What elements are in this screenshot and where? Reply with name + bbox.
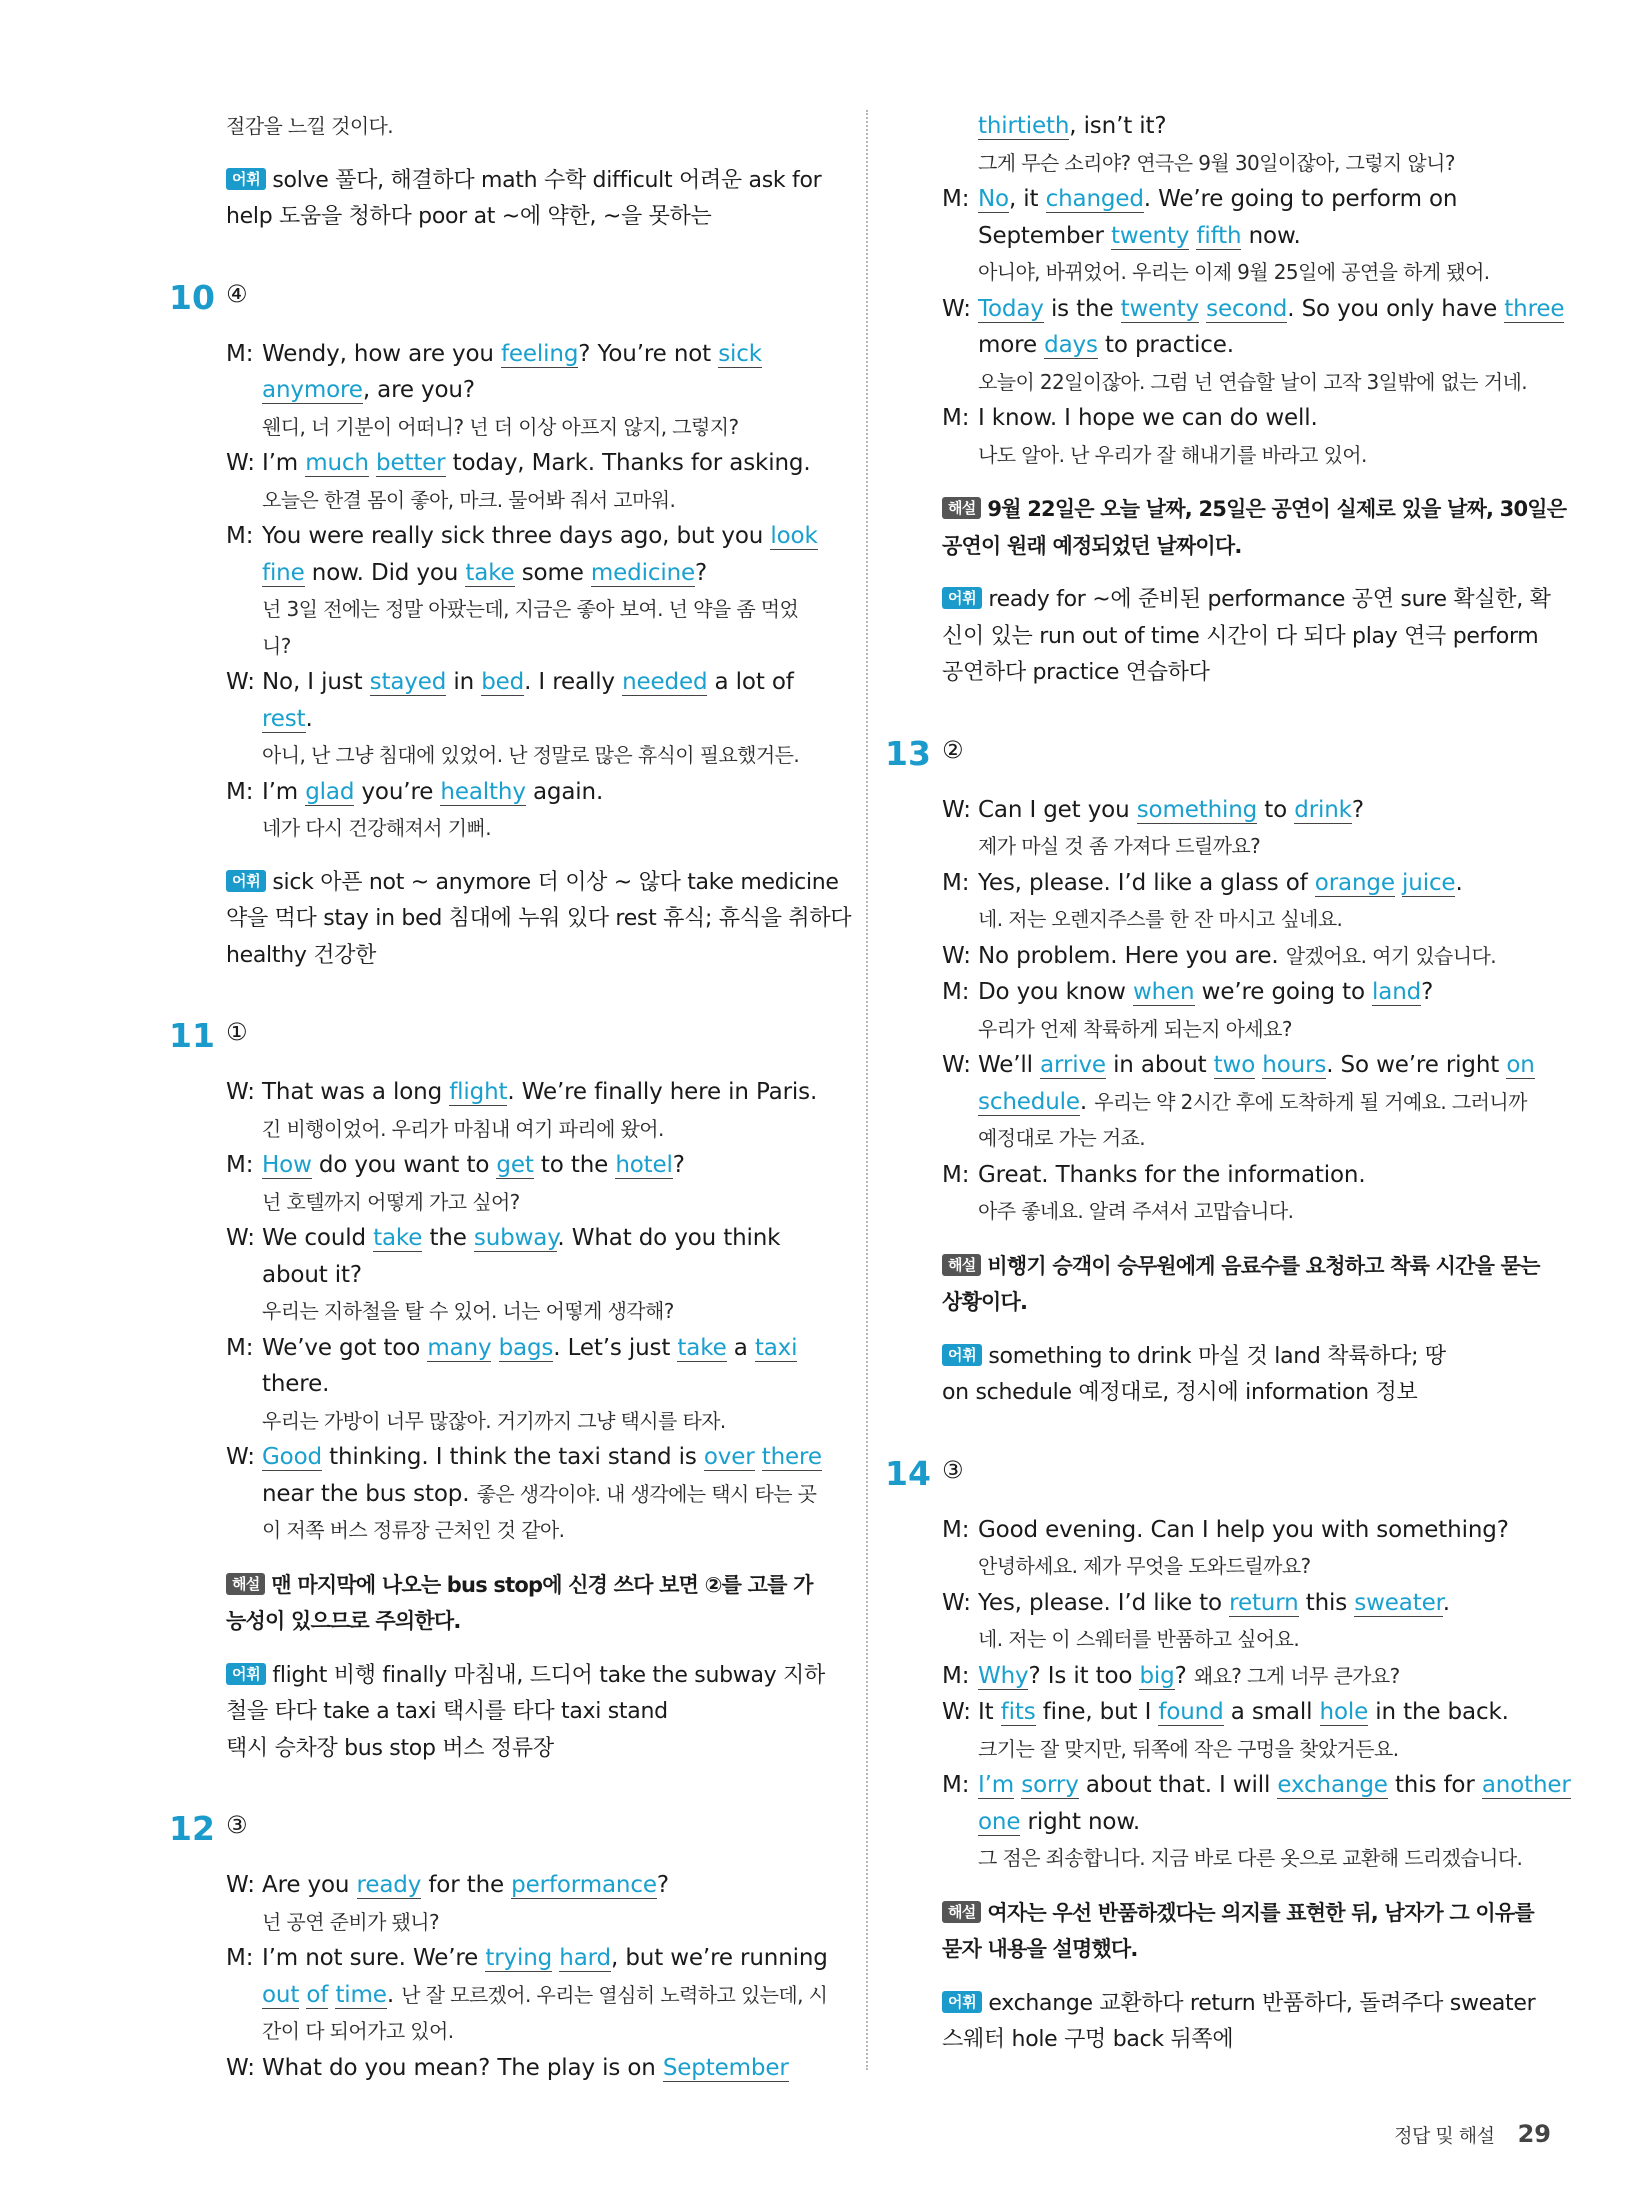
vocab-note-12: 어휘 ready for ~에 준비된 performance 공연 sure 확실한, 확 신이 있는 run out of time 시간이 다 되다 play 연극 perform 공연하다 practice 연습하다 xyxy=(942,587,1551,685)
dialogue-line: M: Do you know when we’re going to land? xyxy=(942,979,1434,1005)
vocab-tag: 어휘 xyxy=(942,1344,982,1366)
continued-translation: 절감을 느낄 것이다. xyxy=(226,114,394,138)
dialogue-line: M: You were really sick three days ago, but you look xyxy=(226,523,818,549)
dialogue-line: W: That was a long flight. We’re finally here in Paris. xyxy=(226,1079,818,1105)
dialogue-line: W: It fits fine, but I found a small hole in the back. xyxy=(942,1699,1509,1725)
vocab-note-11: 어휘 flight 비행 finally 마침내, 드디어 take the subway 지하 철을 타다 take a taxi 택시를 타다 taxi stand 택시 승차장 bus stop 버스 정류장 xyxy=(226,1662,825,1761)
dialogue-line: W: No, I just stayed in bed. I really needed a lot of xyxy=(226,669,794,695)
dialogue-11: W: That was a long flight. We’re finally here in Paris. 긴 비행이었어. 우리가 마침내 여기 파리에 왔어. M: How do you want to get to the hotel? 넌 호텔까지 어떻게 가고 싶어? W: We could take the subway. What do you think about it? 우리는 지하철을 탈 수 있어. 너는 어떻게 생각해? M: We’ve got too many bags. Let’s just take a taxi there. 우리는 가방이 너무 많잖아. 거기까지 그냥 택시를 타자. W: Good thinking. I think the taxi stand is over there near the bus stop. 좋은 생각이야. 내 생각에는 택시 타는 곳 이 저쪽 버스 정류장 근처인 것 같아. xyxy=(226,1074,838,1549)
translation: 네가 다시 건강해져서 기뻐. xyxy=(262,816,491,840)
dialogue-line: W: We could take the subway. What do you think xyxy=(226,1225,781,1251)
translation: 넌 공연 준비가 됐니? xyxy=(262,1909,440,1934)
dialogue-line: W: No problem. Here you are. 알겠어요. 여기 있습니다. xyxy=(942,942,1496,969)
dialogue-line: W: What do you mean? The play is on September xyxy=(226,2054,789,2081)
right-column xyxy=(885,108,1571,2059)
explanation-tag: 해설 xyxy=(226,1573,265,1595)
translation: 넌 3일 전에는 정말 아팠는데, 지금은 좋아 보여. 넌 약을 좀 먹었 xyxy=(262,597,799,621)
explanation-tag: 해설 xyxy=(942,1901,981,1923)
vocab-tag: 어휘 xyxy=(226,168,266,190)
dialogue-12-part1: W: Are you ready for the performance? 넌 공연 준비가 됐니? M: I’m not sure. We’re trying hard, but we’re running out of time. 난 잘 모르겠어. 우리는 열심히 노력하고 있는데, 시 간이 다 되어가고 있어. W: What do you mean? The play is on September xyxy=(226,1867,838,2086)
vocab-note-14: 어휘 exchange 교환하다 return 반품하다, 돌려주다 sweater 스웨터 hole 구멍 back 뒤쪽에 xyxy=(942,1990,1536,2052)
dialogue-line: M: Good evening. Can I help you with something? xyxy=(942,1516,1509,1543)
dialogue-line: M: I’m glad you’re healthy again. xyxy=(226,778,604,805)
question-number: 14 xyxy=(885,1453,931,1493)
explanation-note-11: 해설 맨 마지막에 나오는 bus stop에 신경 쓰다 보면 ②를 고를 가 능성이 있으므로 주의한다. xyxy=(226,1572,813,1633)
dialogue-line: W: Yes, please. I’d like to return this sweater. xyxy=(942,1589,1450,1616)
vocab-note-10: 어휘 sick 아픈 not ~ anymore 더 이상 ~ 않다 take medicine 약을 먹다 stay in bed 침대에 누워 있다 rest 휴식; 휴식을 취하다 healthy 건강한 xyxy=(226,869,852,968)
explanation-note-12: 해설 9월 22일은 오늘 날짜, 25일은 공연이 실제로 있을 날짜, 30일은 공연이 원래 예정되었던 날짜이다. xyxy=(942,497,1567,558)
explanation-note-14: 해설 여자는 우선 반품하겠다는 의지를 표현한 뒤, 남자가 그 이유를 묻자 내용을 설명했다. xyxy=(942,1900,1534,1961)
left-column xyxy=(169,108,852,2086)
translation: 제가 마실 것 좀 가져다 드릴까요? xyxy=(978,834,1261,858)
translation: 크기는 잘 맞지만, 뒤쪽에 작은 구멍을 찾았거든요. xyxy=(978,1736,1399,1761)
question-13-header xyxy=(885,733,1552,773)
dialogue-line: M: No, it changed. We’re going to perform on xyxy=(942,186,1458,212)
translation: 오늘이 22일이잖아. 그럼 넌 연습할 날이 고작 3일밖에 없는 거네. xyxy=(978,369,1527,394)
dialogue-line: M: Great. Thanks for the information. xyxy=(942,1161,1366,1188)
dialogue-10: M: Wendy, how are you feeling? You’re not sick anymore, are you? 웬디, 너 기분이 어떠니? 넌 더 이상 아프지 않지, 그렇지? W: I’m much better today, Mark. Thanks for asking. 오늘은 한결 몸이 좋아, 마크. 물어봐 줘서 고마워. M: You were really sick three days ago, but you look fine now. Did you take some medicine? 넌 3일 전에는 정말 아팠는데, 지금은 좋아 보여. 넌 약을 좀 먹었 니? W: No, I just stayed in bed. I really needed a lot of rest. 아니, 난 그냥 침대에 있었어. 난 정말로 많은 휴식이 필요했거든. M: I’m glad you’re healthy again. 네가 다시 건강해져서 기뻐. xyxy=(226,336,838,847)
translation: 오늘은 한결 몸이 좋아, 마크. 물어봐 줘서 고마워. xyxy=(262,487,676,512)
dialogue-13: W: Can I get you something to drink? 제가 마실 것 좀 가져다 드릴까요? M: Yes, please. I’d like a glass of orange juice. 네. 저는 오렌지주스를 한 잔 마시고 싶네요. W: No problem. Here you are. 알겠어요. 여기 있습니다. M: Do you know when we’re going to land? 우리가 언제 착륙하게 되는지 아세요? W: We’ll arrive in about two hours. So we’re right on schedule. 우리는 약 2시간 후에 도착하게 될 거예요. 그러니까 예정대로 가는 거죠. M: Great. Thanks for the information. 아주 좋네요. 알려 주셔서 고맙습니다. xyxy=(942,792,1552,1230)
vocab-note-13: 어휘 something to drink 마실 것 land 착륙하다; 땅 on schedule 예정대로, 정시에 information 정보 xyxy=(942,1343,1446,1405)
dialogue-14: M: Good evening. Can I help you with something? 안녕하세요. 제가 무엇을 도와드릴까요? W: Yes, please. I’d like to return this sweater. 네. 저는 이 스웨터를 반품하고 싶어요. M: Why? Is it too big? 왜요? 그게 너무 큰가요? W: It fits fine, but I found a small hole in the back. 크기는 잘 맞지만, 뒤쪽에 작은 구멍을 찾았거든요. M: I’m sorry about that. I will exchange this for another one right now. 그 점은 죄송합니다. 지금 바로 다른 옷으로 교환해 드리겠습니다. xyxy=(942,1512,1552,1877)
translation: 긴 비행이었어. 우리가 마침내 여기 파리에 왔어. xyxy=(262,1116,664,1141)
answer-choice: ② xyxy=(942,735,964,764)
translation: 우리는 지하철을 탈 수 있어. 너는 어떻게 생각해? xyxy=(262,1299,674,1323)
question-number: 11 xyxy=(169,1016,215,1055)
answer-choice: ③ xyxy=(226,1811,248,1839)
dialogue-line: W: Are you ready for the performance? xyxy=(226,1872,669,1898)
translation: 나도 알아. 난 우리가 잘 해내기를 바라고 있어. xyxy=(978,442,1367,467)
dialogue-line: M: Why? Is it too big? 왜요? 그게 너무 큰가요? xyxy=(942,1662,1400,1689)
question-number: 12 xyxy=(169,1809,215,1848)
dialogue-line: W: I’m much better today, Mark. Thanks for asking. xyxy=(226,450,811,476)
vocab-tag: 어휘 xyxy=(942,587,982,609)
page-number: 29 xyxy=(1517,2120,1551,2148)
translation: 우리는 가방이 너무 많잖아. 거기까지 그냥 택시를 타자. xyxy=(262,1408,726,1433)
answer-choice: ③ xyxy=(942,1455,964,1484)
translation: 그 점은 죄송합니다. 지금 바로 다른 옷으로 교환해 드리겠습니다. xyxy=(978,1846,1523,1870)
dialogue-line: M: We’ve got too many bags. Let’s just take a taxi xyxy=(226,1334,798,1361)
translation: 우리가 언제 착륙하게 되는지 아세요? xyxy=(978,1016,1292,1041)
translation: 안녕하세요. 제가 무엇을 도와드릴까요? xyxy=(978,1554,1311,1578)
question-10-header xyxy=(169,277,838,317)
dialogue-line: M: How do you want to get to the hotel? xyxy=(226,1152,685,1178)
explanation-tag: 해설 xyxy=(942,497,981,519)
translation: 네. 저는 오렌지주스를 한 잔 마시고 싶네요. xyxy=(978,907,1343,931)
question-number: 13 xyxy=(885,733,931,773)
dialogue-line: M: I’m not sure. We’re trying hard, but we’re running xyxy=(226,1945,828,1971)
dialogue-line: M: I’m sorry about that. I will exchange this for another xyxy=(942,1772,1571,1798)
vocab-tag: 어휘 xyxy=(226,870,266,892)
dialogue-line: M: I know. I hope we can do well. xyxy=(942,405,1318,431)
dialogue-line: W: Today is the twenty second. So you only have three xyxy=(942,295,1565,322)
vocab-tag: 어휘 xyxy=(226,1663,266,1685)
dialogue-line: M: Yes, please. I’d like a glass of orange juice. xyxy=(942,869,1463,896)
footer-label: 정답 및 해설 xyxy=(1394,2125,1495,2147)
translation: 웬디, 너 기분이 어떠니? 넌 더 이상 아프지 않지, 그렇지? xyxy=(262,414,739,439)
translation: 아니, 난 그냥 침대에 있었어. 난 정말로 많은 휴식이 필요했거든. xyxy=(262,743,800,767)
explanation-tag: 해설 xyxy=(942,1254,981,1276)
dialogue-line: W: Good thinking. I think the taxi stand is over there xyxy=(226,1444,822,1470)
translation: 네. 저는 이 스웨터를 반품하고 싶어요. xyxy=(978,1627,1300,1651)
dialogue-12-part2: thirtieth, isn’t it? 그게 무슨 소리야? 연극은 9월 30일이잖아, 그렇지 않니? M: No, it changed. We’re going to perform on September twenty fifth now. 아니야, 바뀌었어. 우리는 이제 9월 25일에 공연을 하게 됐어. W: Today is the twenty second. So you only have three more days to practice. 오늘이 22일이잖아. 그럼 넌 연습할 날이 고작 3일밖에 없는 거네. M: I know. I hope we can do well. 나도 알아. 난 우리가 잘 해내기를 바라고 있어. xyxy=(942,108,1552,473)
question-14-header xyxy=(885,1453,1552,1493)
column-divider xyxy=(866,110,868,2070)
dialogue-line: W: We’ll arrive in about two hours. So we’re right on xyxy=(942,1052,1535,1078)
vocab-note-9: 어휘 solve 풀다, 해결하다 math 수학 difficult 어려운 ask for help 도움을 청하다 poor at ~에 약한, ~을 못하는 xyxy=(226,167,822,229)
dialogue-line: M: Wendy, how are you feeling? You’re not sick xyxy=(226,340,762,367)
explanation-note-13: 해설 비행기 승객이 승무원에게 음료수를 요청하고 착륙 시간을 묻는 상황이다. xyxy=(942,1253,1540,1314)
vocab-tag: 어휘 xyxy=(942,1991,982,2013)
translation: 넌 호텔까지 어떻게 가고 싶어? xyxy=(262,1189,520,1214)
page-footer xyxy=(1394,2120,1551,2148)
question-11-header xyxy=(169,1016,838,1055)
answer-choice: ① xyxy=(226,1018,248,1046)
question-12-header xyxy=(169,1809,838,1848)
translation: 그게 무슨 소리야? 연극은 9월 30일이잖아, 그렇지 않니? xyxy=(978,150,1455,175)
question-number: 10 xyxy=(169,277,215,317)
translation: 아니야, 바뀌었어. 우리는 이제 9월 25일에 공연을 하게 됐어. xyxy=(978,260,1490,284)
translation: 아주 좋네요. 알려 주셔서 고맙습니다. xyxy=(978,1199,1294,1223)
answer-choice: ④ xyxy=(226,279,248,308)
dialogue-line: W: Can I get you something to drink? xyxy=(942,796,1364,823)
